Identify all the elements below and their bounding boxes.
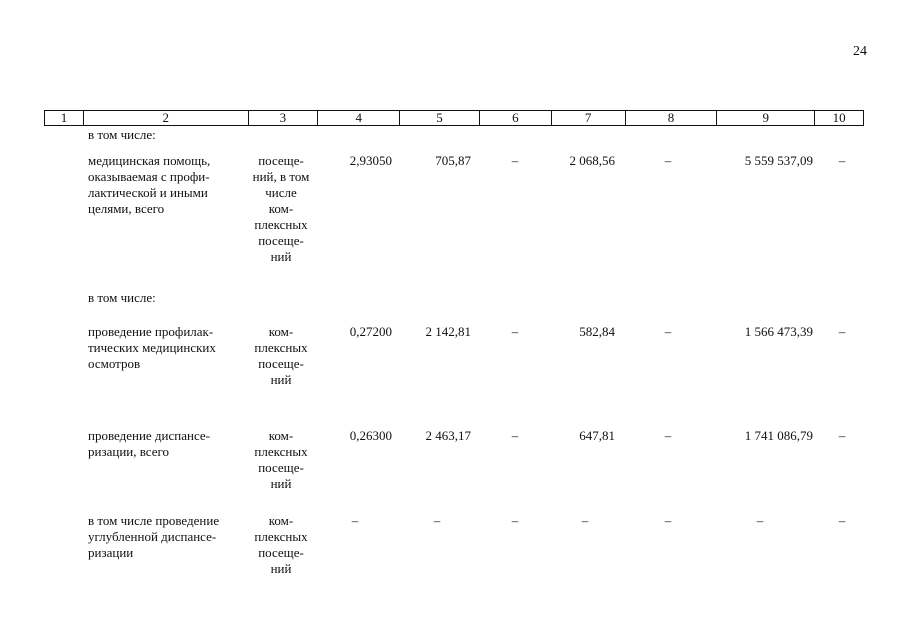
cell-col7: 647,81 (579, 428, 615, 443)
label-line: медицинская помощь, (88, 153, 211, 168)
column-number-4: 4 (318, 111, 400, 125)
cell-col7: – (581, 513, 589, 528)
cell-col5: 2 463,17 (425, 428, 471, 443)
cell-col10: – (838, 324, 846, 339)
label-line: проведение профилак- (88, 324, 214, 339)
unit-line: посеще- (258, 545, 304, 560)
unit-line: ком- (268, 201, 294, 216)
row-unit-b (243, 324, 319, 388)
row-description-b (88, 324, 241, 372)
column-number-7: 7 (552, 111, 626, 125)
row-label-including-1 (88, 127, 241, 143)
column-number-5: 5 (400, 111, 480, 125)
cell-col5: 2 142,81 (425, 324, 471, 339)
label-line: тических медицинских (88, 340, 216, 355)
label-line: лактической и иными (88, 185, 208, 200)
cell-col8: – (664, 513, 672, 528)
cell-col7: 582,84 (579, 324, 615, 339)
cell-col7: 2 068,56 (569, 153, 615, 168)
unit-line: плексных (254, 340, 308, 355)
unit-line: ком- (268, 428, 294, 443)
unit-line: плексных (254, 217, 308, 232)
label-line: ризации, всего (88, 444, 170, 459)
column-number-2: 2 (84, 111, 249, 125)
unit-line: ний (270, 561, 292, 576)
column-number-10: 10 (832, 110, 846, 125)
cell-col5: 705,87 (435, 153, 471, 168)
label-line: оказываемая с профи- (88, 169, 210, 184)
row-label-including-2 (88, 290, 241, 306)
column-number-1: 1 (45, 111, 84, 125)
unit-line: ний (270, 372, 292, 387)
cell-col6: – (511, 428, 519, 443)
row-unit-d (243, 513, 319, 577)
column-number-6: 6 (480, 111, 552, 125)
row-description-d (88, 513, 241, 561)
row-description-a (88, 153, 241, 217)
cell-col10: – (838, 153, 846, 168)
cell-col8: – (664, 324, 672, 339)
cell-col6: – (511, 513, 519, 528)
unit-line: плексных (254, 444, 308, 459)
cell-col10: – (838, 428, 846, 443)
row-unit-a (243, 153, 319, 265)
cell-col9: 1 741 086,79 (744, 428, 813, 443)
unit-line: ком- (268, 324, 294, 339)
cell-col4: 0,27200 (349, 324, 392, 339)
cell-col4: – (351, 513, 359, 528)
unit-line: посеще- (258, 153, 304, 168)
label-line: углубленной диспансе- (88, 529, 217, 544)
cell-col4: 2,93050 (349, 153, 392, 168)
unit-line: числе (265, 185, 297, 200)
label-line: ризации (88, 545, 134, 560)
unit-line: посеще- (258, 356, 304, 371)
cell-col6: – (511, 153, 519, 168)
column-number-3: 3 (249, 111, 319, 125)
column-number-9: 9 (717, 111, 815, 125)
cell-col6: – (511, 324, 519, 339)
unit-line: посеще- (258, 233, 304, 248)
label-line: в том числе: (88, 127, 156, 142)
unit-line: ний, в том (252, 169, 310, 184)
cell-col8: – (664, 428, 672, 443)
row-description-c (88, 428, 241, 460)
cell-col8: – (664, 153, 672, 168)
unit-line: ний (270, 249, 292, 264)
unit-line: ком- (268, 513, 294, 528)
page-number: 24 (853, 44, 867, 59)
label-line: проведение диспансе- (88, 428, 210, 443)
cell-col4: 0,26300 (349, 428, 392, 443)
label-line: в том числе проведение (88, 513, 220, 528)
column-number-8: 8 (626, 111, 718, 125)
unit-line: ний (270, 476, 292, 491)
row-unit-c (243, 428, 319, 492)
cell-col10: – (838, 513, 846, 528)
label-line: осмотров (88, 356, 141, 371)
cell-col9: 1 566 473,39 (744, 324, 813, 339)
table-header-row (44, 110, 864, 126)
label-line: в том числе: (88, 290, 156, 305)
unit-line: плексных (254, 529, 308, 544)
cell-col9: – (756, 513, 764, 528)
cell-col5: – (433, 513, 441, 528)
label-line: целями, всего (88, 201, 165, 216)
cell-col9: 5 559 537,09 (744, 153, 813, 168)
unit-line: посеще- (258, 460, 304, 475)
